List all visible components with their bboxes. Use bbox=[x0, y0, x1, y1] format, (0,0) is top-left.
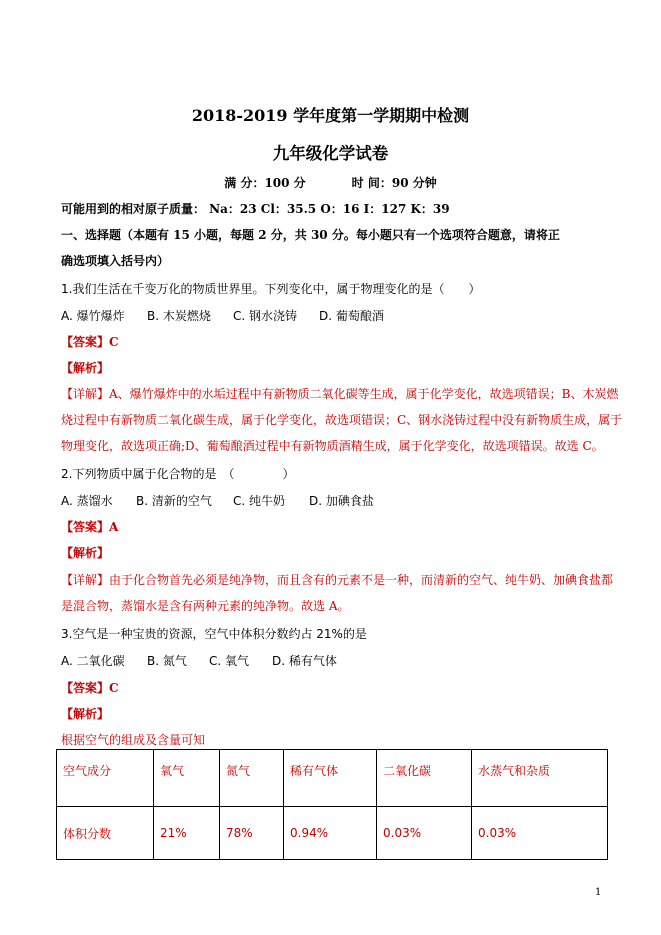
q3-option-a: A. 二氧化碳 bbox=[61, 654, 125, 668]
full-score: 满 分：100 分 bbox=[224, 176, 306, 190]
exam-title: 2018-2019 学年度第一学期期中检测 bbox=[191, 106, 470, 125]
q1-detail-line1: 【详解】A、爆竹爆炸中的水垢过程中有新物质二氧化碳等生成，属于化学变化，故选项错误；B、木炭燃 bbox=[61, 387, 619, 401]
q2-analysis: 【解析】 bbox=[61, 546, 110, 560]
q2-detail-line1: 【详解】由于化合物首先必须是纯净物，而且含有的元素不是一种，而清新的空气、纯牛奶、加碘食盐都 bbox=[61, 573, 614, 587]
page-number: 1 bbox=[595, 887, 602, 898]
q1-detail-line2: 烧过程中有新物质二氧化碳生成，属于化学变化，故选项错误；C、钢水浇铸过程中没有新物质生成，属于 bbox=[61, 413, 623, 427]
table-cell: 水蒸气和杂质 bbox=[472, 750, 608, 807]
q1-options bbox=[61, 307, 384, 324]
table-cell: 稀有气体 bbox=[284, 750, 377, 807]
q1-option-a: A. 爆竹爆炸 bbox=[61, 309, 125, 323]
table-cell: 空气成分 bbox=[57, 750, 154, 807]
table-cell: 氮气 bbox=[220, 750, 284, 807]
table-cell: 体积分数 bbox=[57, 807, 154, 860]
q1-answer: 【答案】C bbox=[61, 335, 119, 349]
q1-analysis: 【解析】 bbox=[61, 361, 110, 375]
q3-answer: 【答案】C bbox=[61, 681, 119, 695]
table-cell: 0.03% bbox=[472, 807, 608, 860]
q1-detail-line3: 物理变化，故选项正确;D、葡萄酿酒过程中有新物质酒精生成，属于化学变化，故选项错误。故选 C。 bbox=[61, 439, 604, 453]
table-cell: 21% bbox=[154, 807, 220, 860]
q1-stem: 1.我们生活在千变万化的物质世界里。下列变化中，属于物理变化的是（ ） bbox=[61, 282, 481, 296]
table-header-row bbox=[57, 750, 608, 807]
q3-option-c: C. 氧气 bbox=[209, 654, 250, 668]
table-cell: 氧气 bbox=[154, 750, 220, 807]
q2-option-c: C. 纯牛奶 bbox=[233, 494, 286, 508]
q2-answer: 【答案】A bbox=[61, 520, 119, 534]
q3-note: 根据空气的组成及含量可知 bbox=[61, 733, 206, 747]
q3-analysis: 【解析】 bbox=[61, 707, 110, 721]
q2-option-a: A. 蒸馏水 bbox=[61, 494, 113, 508]
table-cell: 0.03% bbox=[377, 807, 472, 860]
exam-subtitle: 九年级化学试卷 bbox=[272, 144, 389, 163]
air-composition-table bbox=[56, 749, 608, 860]
q2-option-b: B. 清新的空气 bbox=[136, 494, 212, 508]
section-heading-line2: 确选项填入括号内） bbox=[61, 254, 170, 268]
table-cell: 二氧化碳 bbox=[377, 750, 472, 807]
q3-option-d: D. 稀有气体 bbox=[272, 654, 337, 668]
q3-option-b: B. 氮气 bbox=[147, 654, 187, 668]
q3-stem: 3.空气是一种宝贵的资源，空气中体积分数约占 21%的是 bbox=[61, 627, 367, 641]
q2-options bbox=[61, 492, 374, 509]
section-heading-line1: 一、选择题（本题有 15 小题，每题 2 分，共 30 分。每小题只有一个选项符合题意，请将正 bbox=[61, 228, 560, 242]
q3-options bbox=[61, 652, 337, 669]
table-cell: 0.94% bbox=[284, 807, 377, 860]
exam-meta bbox=[0, 174, 661, 191]
table-row bbox=[57, 807, 608, 860]
table-cell: 78% bbox=[220, 807, 284, 860]
q1-option-b: B. 木炭燃烧 bbox=[147, 309, 211, 323]
q2-option-d: D. 加碘食盐 bbox=[309, 494, 374, 508]
exam-time: 时 间：90 分钟 bbox=[351, 176, 437, 190]
q2-stem: 2.下列物质中属于化合物的是 （ ） bbox=[61, 467, 295, 481]
q2-detail-line2: 是混合物，蒸馏水是含有两种元素的纯净物。故选 A。 bbox=[61, 599, 350, 613]
q1-option-c: C. 钢水浇铸 bbox=[233, 309, 298, 323]
atomic-masses: 可能用到的相对原子质量： Na：23 Cl：35.5 O：16 I：127 K：39 bbox=[61, 202, 450, 216]
q1-option-d: D. 葡萄酿酒 bbox=[319, 309, 384, 323]
